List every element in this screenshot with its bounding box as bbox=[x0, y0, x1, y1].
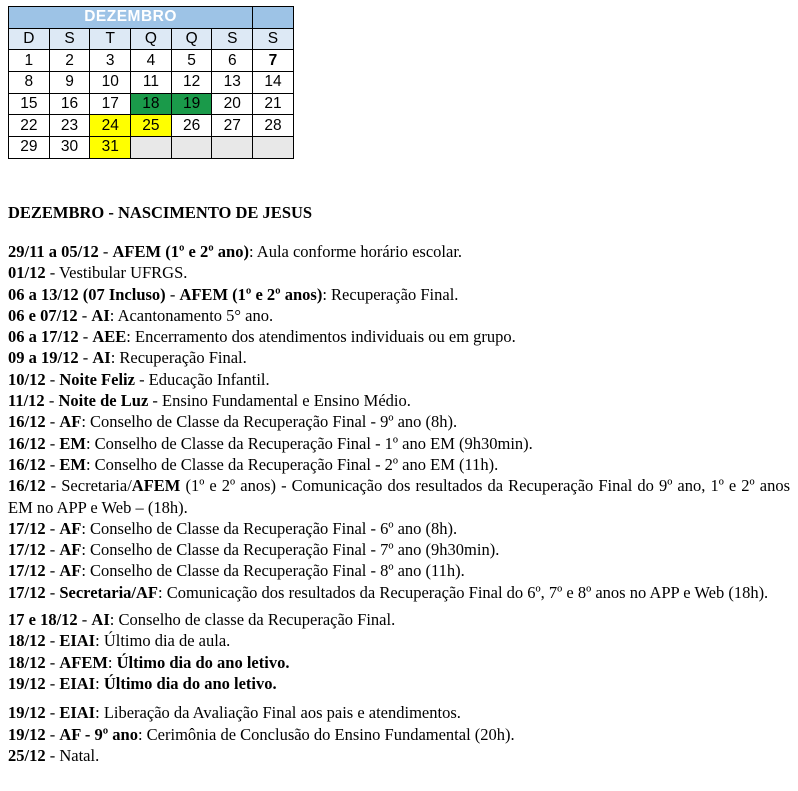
calendar-day: 6 bbox=[212, 50, 253, 72]
event-description: : bbox=[95, 673, 104, 693]
event-separator: - bbox=[45, 369, 60, 389]
calendar-day: 18 bbox=[131, 93, 172, 115]
calendar-day: 15 bbox=[9, 93, 50, 115]
calendar-day: 11 bbox=[131, 72, 172, 94]
calendar-day: 10 bbox=[90, 72, 131, 94]
event-description: : Liberação da Avaliação Final aos pais e atendimentos. bbox=[95, 703, 461, 723]
event-organizer: Secretaria/AF bbox=[59, 582, 158, 602]
calendar-day: 29 bbox=[9, 137, 50, 159]
calendar-day: 1 bbox=[9, 50, 50, 72]
event-description: : Encerramento dos atendimentos individuais ou em grupo. bbox=[126, 327, 516, 347]
event-date: 09 a 19/12 bbox=[8, 348, 79, 368]
event-date: 11/12 bbox=[8, 391, 45, 411]
event-separator: - bbox=[45, 652, 60, 672]
calendar-week-row bbox=[9, 72, 294, 94]
calendar-day: 27 bbox=[212, 115, 253, 137]
event-separator: - bbox=[45, 540, 60, 560]
calendar-weekday: Q bbox=[171, 28, 212, 50]
event-item bbox=[8, 411, 790, 432]
event-separator: - bbox=[45, 582, 60, 602]
event-date: 18/12 bbox=[8, 652, 46, 672]
event-item bbox=[8, 560, 790, 581]
event-separator: - bbox=[45, 724, 60, 744]
event-description: : Conselho de classe da Recuperação Final. bbox=[109, 610, 396, 630]
event-description: : Conselho de Classe da Recuperação Final - 1º ano EM (9h30min). bbox=[85, 433, 533, 453]
calendar-day: 4 bbox=[131, 50, 172, 72]
event-organizer: AI bbox=[91, 305, 110, 325]
event-date: 18/12 bbox=[8, 631, 46, 651]
event-date: 16/12 bbox=[8, 433, 46, 453]
calendar-day: 30 bbox=[49, 137, 90, 159]
event-organizer: AI bbox=[91, 610, 110, 630]
calendar-day: 31 bbox=[90, 137, 131, 159]
calendar-day: 3 bbox=[90, 50, 131, 72]
event-separator: - bbox=[45, 518, 60, 538]
event-item bbox=[8, 724, 790, 745]
calendar-day: 16 bbox=[49, 93, 90, 115]
calendar-day: 14 bbox=[253, 72, 294, 94]
event-separator: - bbox=[98, 242, 113, 261]
calendar-week-row bbox=[9, 137, 294, 159]
event-description: : bbox=[107, 652, 117, 672]
calendar-month-header-blank bbox=[253, 7, 294, 29]
calendar-day: 19 bbox=[171, 93, 212, 115]
event-description: : Conselho de Classe da Recuperação Final - 8º ano (11h). bbox=[81, 561, 465, 581]
event-description: : Aula conforme horário escolar. bbox=[248, 242, 463, 261]
event-organizer: EM bbox=[59, 433, 86, 453]
event-organizer: AI bbox=[92, 348, 111, 368]
event-description: : Conselho de Classe da Recuperação Final - 7º ano (9h30min). bbox=[81, 540, 500, 560]
event-date: 17/12 bbox=[8, 582, 46, 602]
calendar-day: 22 bbox=[9, 115, 50, 137]
event-date: 19/12 bbox=[8, 724, 46, 744]
event-description: : Cerimônia de Conclusão do Ensino Fundamental (20h). bbox=[137, 724, 515, 744]
calendar-day: 17 bbox=[90, 93, 131, 115]
event-highlight: Último dia do ano letivo. bbox=[103, 673, 277, 693]
event-item bbox=[8, 609, 790, 630]
event-separator: - bbox=[45, 412, 60, 432]
event-date: 06 a 17/12 bbox=[8, 327, 79, 347]
calendar-day: 7 bbox=[253, 50, 294, 72]
event-date: 16/12 bbox=[8, 454, 46, 474]
calendar-empty-cell bbox=[131, 137, 172, 159]
calendar-weekday: T bbox=[90, 28, 131, 50]
page-heading: DEZEMBRO - NASCIMENTO DE JESUS bbox=[8, 203, 313, 222]
calendar-day: 8 bbox=[9, 72, 50, 94]
calendar-weekday-row bbox=[9, 28, 294, 50]
event-item bbox=[8, 369, 790, 390]
event-separator: - bbox=[45, 703, 60, 723]
calendar-day: 23 bbox=[49, 115, 90, 137]
event-separator: - bbox=[45, 263, 60, 283]
event-description: : Recuperação Final. bbox=[110, 348, 247, 368]
event-organizer: Noite Feliz bbox=[59, 369, 135, 389]
events-list bbox=[8, 241, 790, 766]
calendar-empty-cell bbox=[212, 137, 253, 159]
event-organizer: AF bbox=[59, 412, 82, 432]
calendar-week-row bbox=[9, 115, 294, 137]
calendar-month-header: DEZEMBRO bbox=[9, 7, 253, 29]
event-date: 06 a 13/12 (07 Incluso) bbox=[8, 284, 166, 304]
calendar-weekday: S bbox=[49, 28, 90, 50]
event-item bbox=[8, 582, 790, 603]
event-description: - Educação Infantil. bbox=[134, 369, 270, 389]
calendar-day: 5 bbox=[171, 50, 212, 72]
event-date: 17/12 bbox=[8, 540, 46, 560]
event-separator: - bbox=[45, 745, 60, 765]
event-date: 19/12 bbox=[8, 673, 46, 693]
event-organizer: AEE bbox=[92, 327, 127, 347]
event-separator: - bbox=[77, 305, 92, 325]
event-date: 17/12 bbox=[8, 561, 46, 581]
calendar-day: 20 bbox=[212, 93, 253, 115]
calendar-day: 2 bbox=[49, 50, 90, 72]
event-separator: - bbox=[44, 391, 59, 411]
event-organizer: AF - 9º ano bbox=[59, 724, 138, 744]
event-date: 01/12 bbox=[8, 263, 46, 283]
calendar-week-row bbox=[9, 50, 294, 72]
event-separator: - bbox=[45, 561, 60, 581]
calendar-day: 13 bbox=[212, 72, 253, 94]
calendar-table bbox=[8, 6, 294, 159]
event-item bbox=[8, 390, 790, 411]
calendar-day: 21 bbox=[253, 93, 294, 115]
event-item bbox=[8, 326, 790, 347]
event-separator: - Secretaria/ bbox=[45, 476, 132, 496]
event-description: Natal. bbox=[59, 745, 100, 765]
calendar-empty-cell bbox=[253, 137, 294, 159]
event-organizer: AF bbox=[59, 540, 82, 560]
event-organizer: AFEM (1º e 2º anos) bbox=[179, 284, 323, 304]
calendar-weekday: S bbox=[212, 28, 253, 50]
event-item bbox=[8, 284, 790, 305]
event-separator: - bbox=[45, 433, 60, 453]
event-date: 19/12 bbox=[8, 703, 46, 723]
event-item bbox=[8, 652, 790, 673]
event-item bbox=[8, 673, 790, 694]
event-description: : Último dia de aula. bbox=[95, 631, 231, 651]
event-item bbox=[8, 475, 790, 518]
event-separator: - bbox=[78, 348, 93, 368]
event-organizer: EM bbox=[59, 454, 86, 474]
event-item bbox=[8, 241, 790, 262]
event-date: 29/11 a 05/12 bbox=[8, 242, 99, 261]
event-separator: - bbox=[78, 327, 93, 347]
calendar-day: 24 bbox=[90, 115, 131, 137]
event-item bbox=[8, 630, 790, 651]
event-item bbox=[8, 262, 790, 283]
calendar-day: 9 bbox=[49, 72, 90, 94]
event-highlight: Último dia do ano letivo. bbox=[116, 652, 290, 672]
event-organizer: AF bbox=[59, 518, 82, 538]
event-item bbox=[8, 454, 790, 475]
calendar-day: 25 bbox=[131, 115, 172, 137]
event-organizer: EIAI bbox=[59, 703, 96, 723]
event-description: : Recuperação Final. bbox=[322, 284, 459, 304]
event-item bbox=[8, 702, 790, 723]
event-date: 10/12 bbox=[8, 369, 46, 389]
event-item bbox=[8, 745, 790, 766]
event-separator: - bbox=[45, 454, 60, 474]
event-organizer: AFEM bbox=[131, 476, 181, 496]
event-separator: - bbox=[45, 631, 60, 651]
calendar-weekday: D bbox=[9, 28, 50, 50]
calendar-day: 12 bbox=[171, 72, 212, 94]
event-item bbox=[8, 347, 790, 368]
event-date: 17 e 18/12 bbox=[8, 610, 78, 630]
calendar-weekday: S bbox=[253, 28, 294, 50]
event-item bbox=[8, 433, 790, 454]
event-description: : Conselho de Classe da Recuperação Final - 6º ano (8h). bbox=[81, 518, 458, 538]
event-description: : Acantonamento 5° ano. bbox=[109, 305, 274, 325]
event-description: : Conselho de Classe da Recuperação Final - 9º ano (8h). bbox=[81, 412, 458, 432]
event-separator: - bbox=[165, 284, 180, 304]
event-description: (1º e 2º anos) - Comunicação dos resultados da Recuperação Final do 9º ano, 1º e 2º anos EM no APP e Web – (18h). bbox=[8, 476, 791, 517]
event-description: Vestibular UFRGS. bbox=[59, 263, 188, 283]
event-organizer: AF bbox=[59, 561, 82, 581]
event-date: 16/12 bbox=[8, 412, 46, 432]
calendar-day: 26 bbox=[171, 115, 212, 137]
calendar-week-row bbox=[9, 93, 294, 115]
calendar-weekday: Q bbox=[131, 28, 172, 50]
event-date: 16/12 bbox=[8, 476, 46, 496]
event-organizer: EIAI bbox=[59, 631, 96, 651]
event-organizer: AFEM (1º e 2º ano) bbox=[112, 242, 249, 261]
event-item bbox=[8, 539, 790, 560]
event-item bbox=[8, 305, 790, 326]
event-date: 06 e 07/12 bbox=[8, 305, 78, 325]
event-description: - Ensino Fundamental e Ensino Médio. bbox=[148, 391, 411, 411]
event-organizer: AFEM bbox=[59, 652, 108, 672]
event-separator: - bbox=[77, 610, 92, 630]
event-item bbox=[8, 518, 790, 539]
event-date: 17/12 bbox=[8, 518, 46, 538]
event-description: : Comunicação dos resultados da Recuperação Final do 6º, 7º e 8º anos no APP e Web (18h). bbox=[158, 582, 769, 602]
event-organizer: Noite de Luz bbox=[58, 391, 149, 411]
calendar-empty-cell bbox=[171, 137, 212, 159]
event-organizer: EIAI bbox=[59, 673, 96, 693]
calendar-day: 28 bbox=[253, 115, 294, 137]
event-separator: - bbox=[45, 673, 60, 693]
event-description: : Conselho de Classe da Recuperação Final - 2º ano EM (11h). bbox=[85, 454, 499, 474]
event-date: 25/12 bbox=[8, 745, 46, 765]
